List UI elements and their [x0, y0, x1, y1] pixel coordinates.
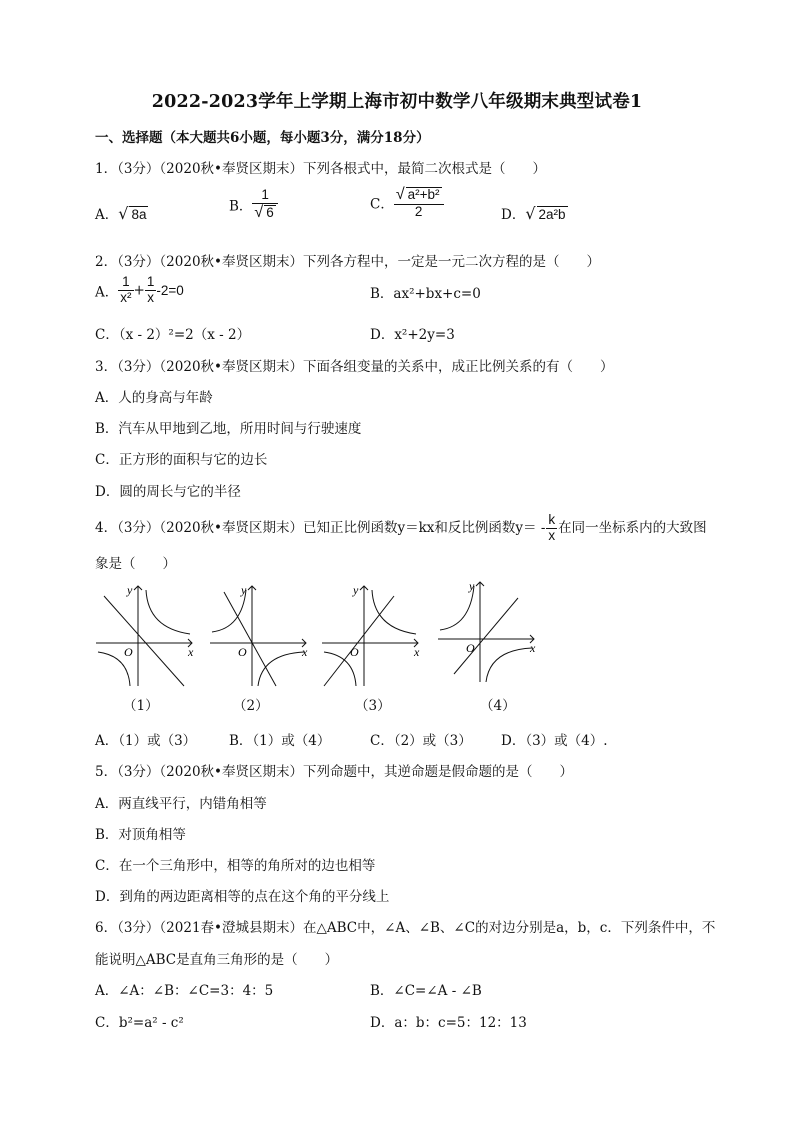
- q2-a-f2-num: 1: [146, 274, 155, 289]
- q2-a-label: A．: [95, 284, 119, 301]
- graph-3-x-label: x: [414, 645, 420, 659]
- q6-stem-line2: 能说明△ABC是直角三角形的是（ ）: [95, 952, 339, 968]
- graph-1-hyperbola-q1: [146, 590, 190, 634]
- q5-option-c[interactable]: C．在一个三角形中，相等的角所对的边也相等: [95, 858, 376, 874]
- graph-1-y-label: y: [127, 583, 133, 597]
- q4-frac-den: x: [548, 527, 556, 543]
- q1-c-label: C．: [370, 196, 394, 213]
- section-heading: 一、选择题（本大题共6小题，每小题3分，满分18分）: [95, 130, 430, 146]
- q4-option-c[interactable]: C．（2）或（3）: [370, 733, 472, 749]
- q6-stem-line1: 6．（3分）（2021春•澄城县期末）在△ABC中，∠A、∠B、∠C的对边分别是a，b，c．下列条件中，不: [95, 920, 716, 936]
- graph-3-origin: O: [350, 645, 359, 659]
- q2-a-f1-den: x²: [120, 289, 132, 305]
- q6-option-a[interactable]: A．∠A：∠B：∠C=3：4：5: [95, 983, 274, 999]
- q4-stem-line1: [95, 513, 707, 544]
- q2-a-plus: +: [133, 282, 145, 299]
- q1-b-den: 6: [266, 204, 274, 220]
- q1-c-num: a²+b²: [407, 187, 440, 202]
- graph-2-origin: O: [238, 645, 247, 659]
- graph-4-hyperbola-q4: [486, 648, 532, 682]
- graph-1: [92, 582, 202, 692]
- q2-a-f2-den: x: [147, 289, 154, 305]
- graph-2: [206, 582, 316, 692]
- q2-a-rest: -2=0: [156, 282, 184, 298]
- q1-b-label: B．: [229, 198, 253, 215]
- q1-stem: 1．（3分）（2020秋•奉贤区期末）下列各根式中，最简二次根式是（ ）: [95, 161, 546, 177]
- graph-2-line: [224, 592, 276, 686]
- graph-2-y-label: y: [241, 583, 247, 597]
- q3-option-b[interactable]: B．汽车从甲地到乙地，所用时间与行驶速度: [95, 421, 362, 437]
- graph-3: [318, 582, 428, 692]
- graph-3-y-label: y: [353, 583, 359, 597]
- graph-4-x-label: x: [530, 641, 536, 655]
- graph-1-line: [104, 596, 184, 686]
- q2-option-d[interactable]: D．x²+2y=3: [370, 327, 455, 343]
- q1-a-label: A．: [95, 207, 119, 223]
- q2-a-f1-num: 1: [118, 275, 133, 291]
- q6-option-c[interactable]: C．b²=a² - c²: [95, 1015, 184, 1031]
- graph-4-origin: O: [466, 641, 475, 655]
- q2-stem: 2．（3分）（2020秋•奉贤区期末）下列各方程中，一定是一元二次方程的是（ ）: [95, 254, 600, 270]
- graph-4-caption: （4）: [480, 698, 516, 714]
- graph-4-line: [454, 598, 518, 674]
- q1-b-num: 1: [252, 188, 277, 204]
- q5-stem: 5．（3分）（2020秋•奉贤区期末）下列命题中，其逆命题是假命题的是（ ）: [95, 764, 573, 780]
- q4-option-b[interactable]: B．（1）或（4）: [229, 733, 331, 749]
- q3-option-c[interactable]: C．正方形的面积与它的边长: [95, 452, 268, 468]
- q6-option-d[interactable]: D．a：b：c=5：12：13: [370, 1015, 527, 1031]
- graph-1-x-label: x: [188, 645, 194, 659]
- graph-1-caption: （1）: [123, 698, 159, 714]
- q1-a-expr: 8a: [131, 207, 147, 222]
- q3-option-a[interactable]: A．人的身高与年龄: [95, 390, 213, 406]
- q4-option-d[interactable]: D．（3）或（4）.: [501, 733, 608, 749]
- q1-option-b[interactable]: B． $\frac{1}{√ 6}$: [229, 188, 278, 221]
- graph-1-origin: O: [124, 645, 133, 659]
- q1-d-label: D．: [501, 207, 526, 223]
- graph-3-caption: （3）: [355, 698, 391, 714]
- q2-option-c[interactable]: C．（x - 2）²=2（x - 2）: [95, 327, 251, 343]
- graph-2-x-label: x: [302, 645, 308, 659]
- q1-d-expr: 2a²b: [538, 207, 566, 222]
- exam-title: 2022-2023学年上学期上海市初中数学八年级期末典型试卷1: [151, 92, 643, 112]
- q3-stem: 3．（3分）（2020秋•奉贤区期末）下面各组变量的关系中，成正比例关系的有（ ）: [95, 359, 614, 375]
- graph-4: [434, 578, 544, 688]
- q2-option-a[interactable]: [95, 275, 184, 306]
- graph-2-hyperbola-q4: [258, 652, 304, 686]
- q4-stem-a: 4．（3分）（2020秋•奉贤区期末）已知正比例函数y＝kx和反比例函数y＝ -: [95, 519, 546, 536]
- q5-option-d[interactable]: D．到角的两边距离相等的点在这个角的平分线上: [95, 889, 390, 905]
- q4-stem-line2: 象是（ ）: [95, 556, 176, 572]
- graph-3-line: [324, 596, 394, 686]
- q4-frac-num: k: [548, 512, 556, 527]
- q1-option-c[interactable]: C． $\frac{\text{√ a²+b²}}{2}$: [370, 186, 444, 219]
- q1-option-d[interactable]: D．√ 2a²b: [501, 204, 566, 223]
- q5-option-b[interactable]: B．对顶角相等: [95, 827, 186, 843]
- q4-option-a[interactable]: A．（1）或（3）: [95, 733, 197, 749]
- q5-option-a[interactable]: A．两直线平行，内错角相等: [95, 796, 267, 812]
- q6-option-b[interactable]: B．∠C=∠A - ∠B: [370, 983, 482, 999]
- q3-option-d[interactable]: D．圆的周长与它的半径: [95, 484, 241, 500]
- q1-c-den: 2: [414, 203, 423, 219]
- graph-2-caption: （2）: [233, 698, 269, 714]
- q4-stem-b: 在同一坐标系内的大致图: [558, 519, 707, 536]
- q1-option-a[interactable]: A．√ 8a: [95, 204, 147, 223]
- q2-option-b[interactable]: B．ax²+bx+c=0: [370, 286, 481, 302]
- graph-4-y-label: y: [469, 579, 475, 593]
